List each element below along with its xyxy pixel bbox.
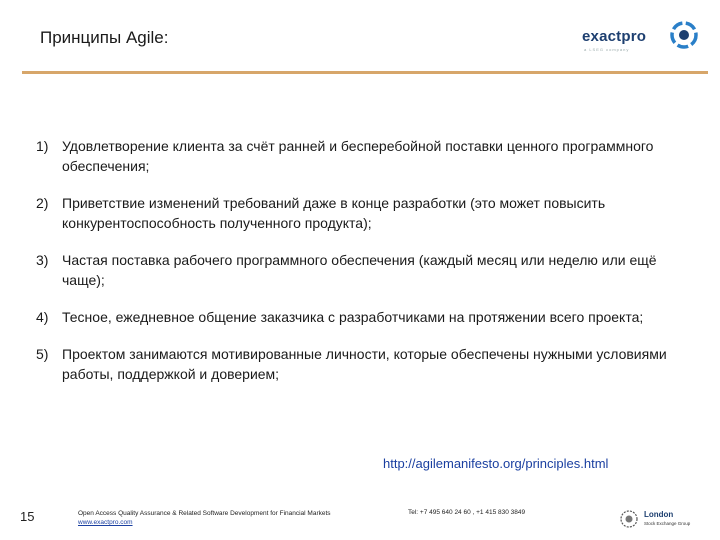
list-item-text: Проектом занимаются мотивированные личности, которые обеспечены нужными условиями работы, поддержкой и доверием; [62,346,667,382]
list-item [36,307,686,327]
list-item-text: Удовлетворение клиента за счёт ранней и бесперебойной поставки ценного программного обеспечения; [62,138,654,174]
slide-title: Принципы Agile: [40,28,169,47]
list-item-text: Приветствие изменений требований даже в конце разработки (это может повысить конкурентоспособность полученного продукта); [62,195,606,231]
logo-tagline: a LSEG company [584,47,630,52]
list-item-number: 1) [36,138,49,154]
principles-list [36,136,686,401]
footer-description: Open Access Quality Assurance & Related Software Development for Financial Markets [78,510,331,517]
list-item-number: 3) [36,252,49,268]
list-item-number: 2) [36,195,49,211]
list-item [36,250,686,290]
list-item-text: Тесное, ежедневное общение заказчика с разработчиками на протяжении всего проекта; [62,309,644,325]
lseg-subtitle: Stock Exchange Group [644,521,691,526]
website-link[interactable]: www.exactpro.com [78,519,133,526]
lseg-logo [620,508,700,532]
exactpro-logo [582,18,700,54]
exactpro-logo-icon [670,21,698,49]
page-number: 15 [20,509,35,524]
list-item [36,193,686,233]
list-item [36,136,686,176]
footer-contacts: Tel: +7 495 640 24 60 , +1 415 830 3849 [408,509,526,516]
list-item-number: 5) [36,346,49,362]
lseg-name: London [644,510,674,519]
logo-wordmark: exactpro [582,28,647,45]
list-item [36,344,686,384]
footer-description-block [78,509,331,527]
title-divider [22,71,708,74]
source-link[interactable]: http://agilemanifesto.org/principles.html [383,456,609,471]
list-item-number: 4) [36,309,49,325]
lseg-crest-icon [620,510,638,528]
list-item-text: Частая поставка рабочего программного обеспечения (каждый месяц или неделю или ещё чаще); [62,252,657,288]
